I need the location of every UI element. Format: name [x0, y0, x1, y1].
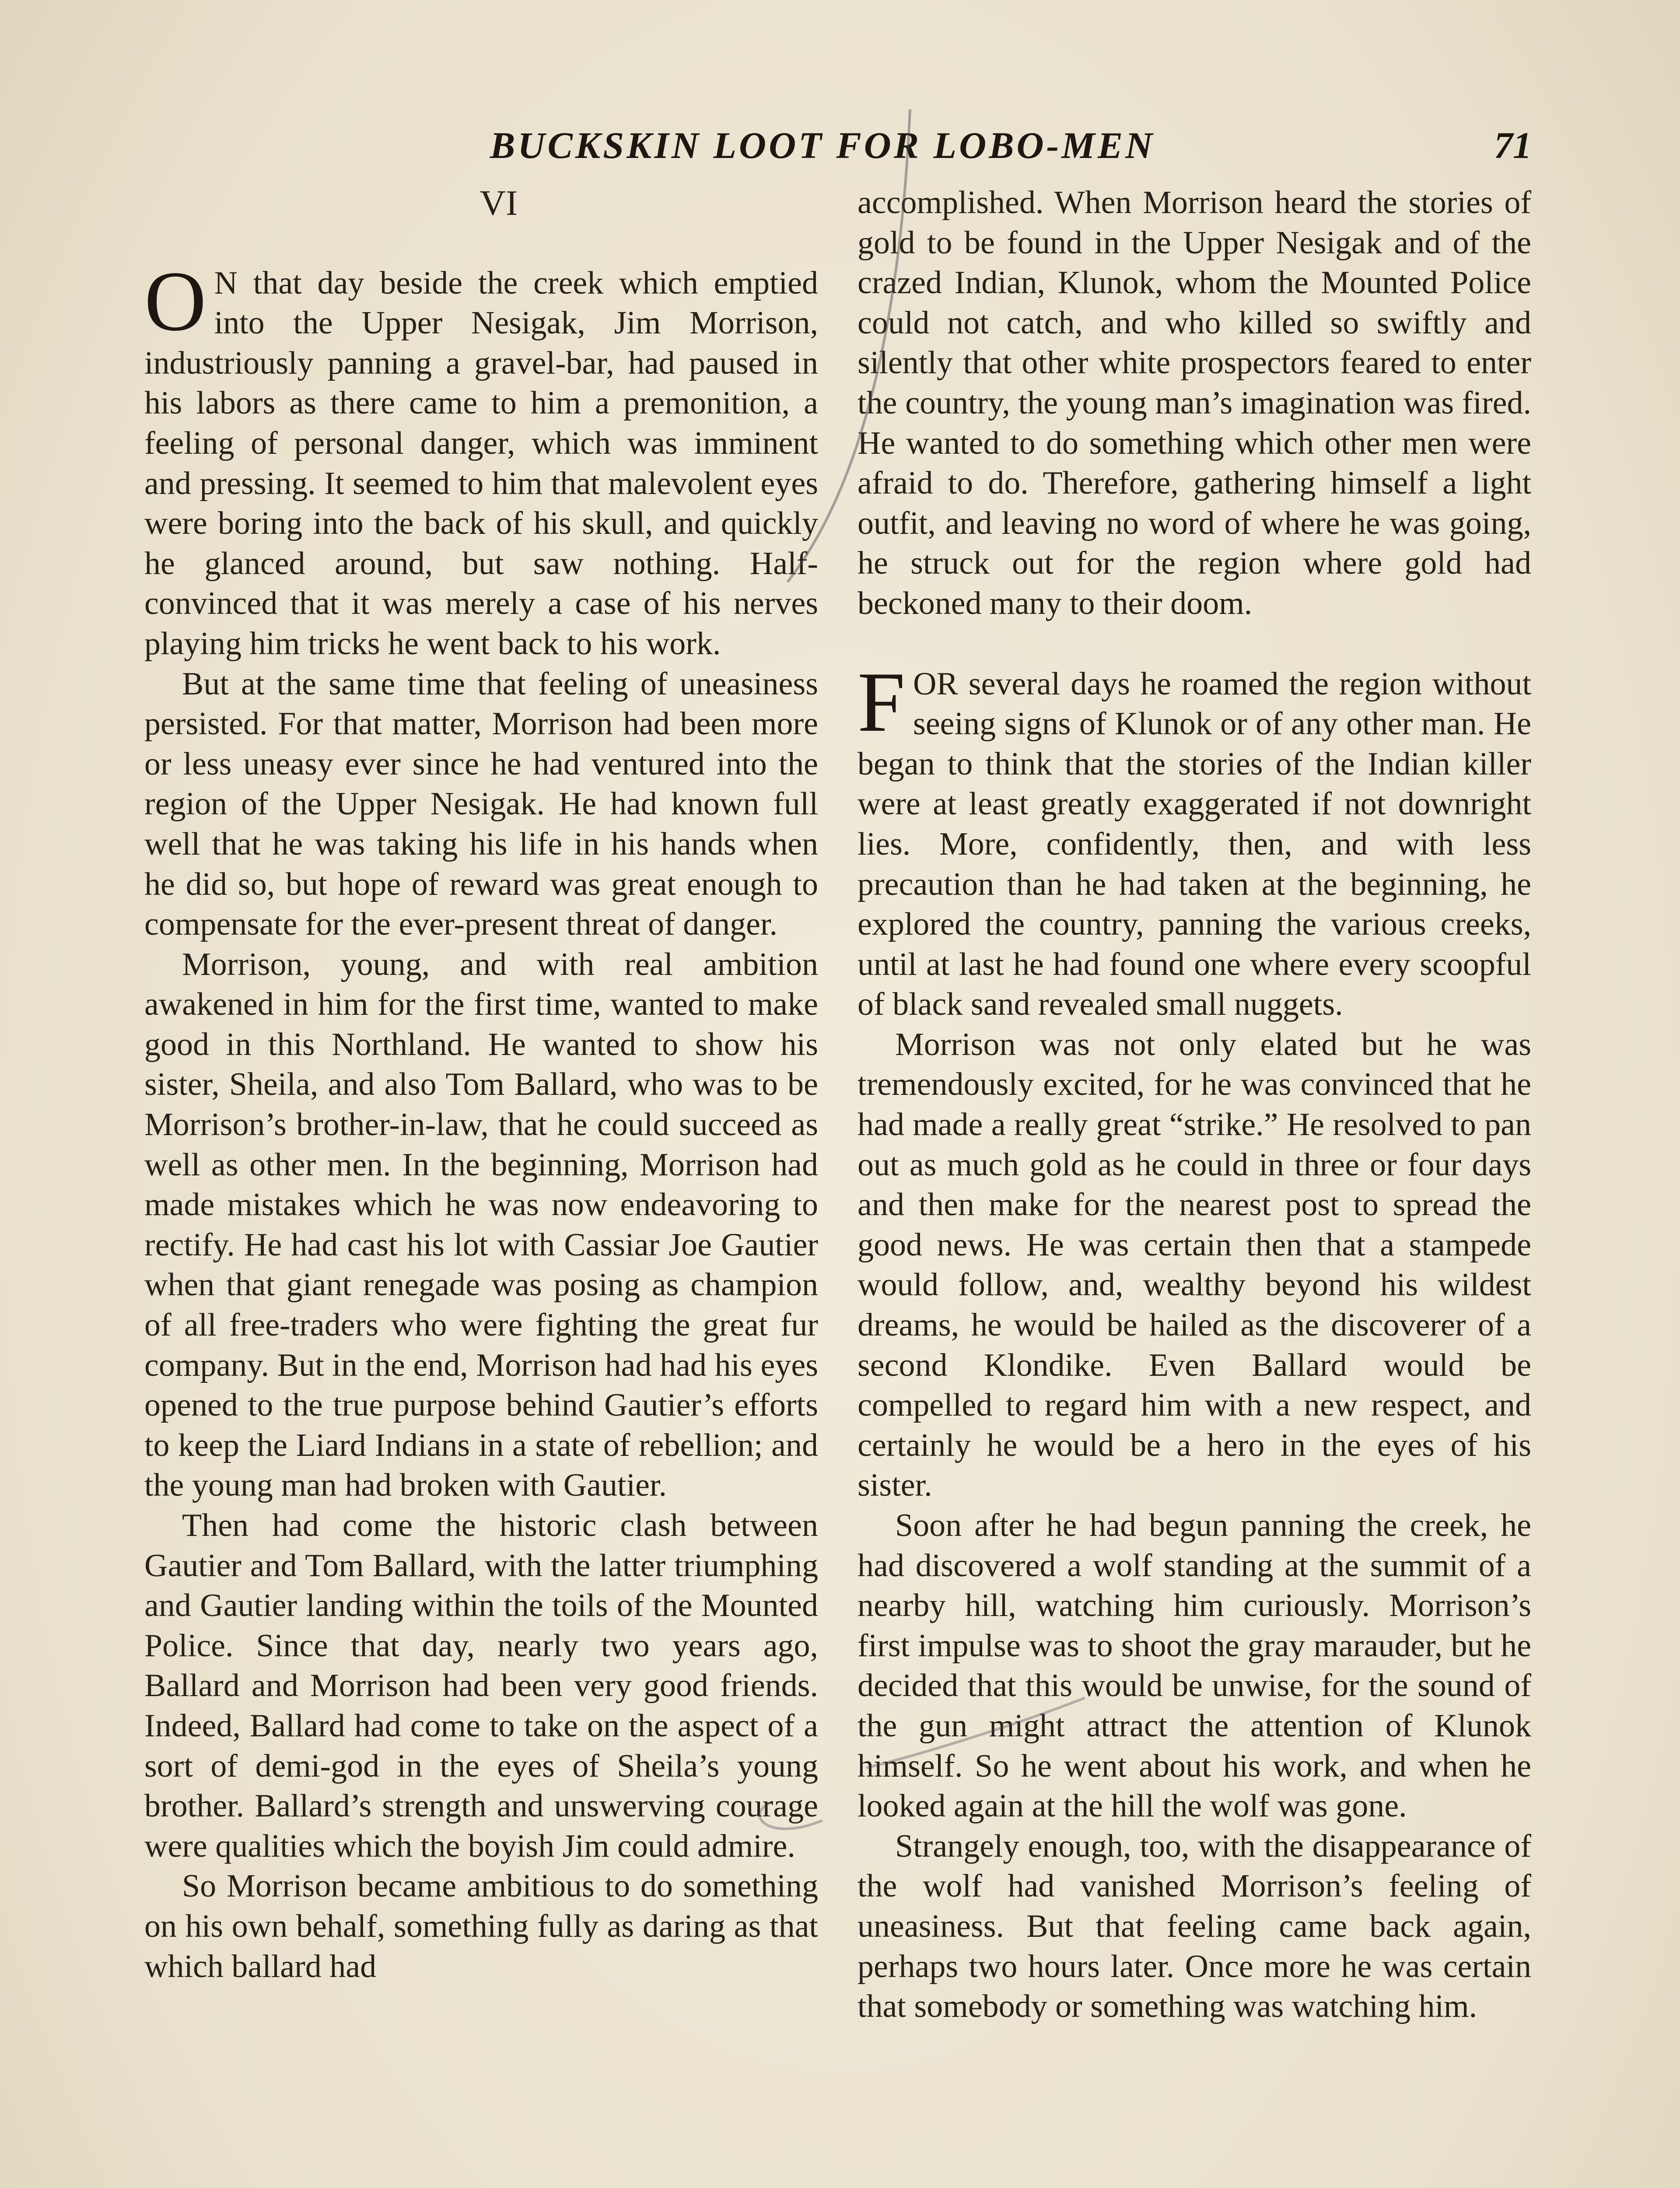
paragraph: Strangely enough, too, with the disappearance of the wolf had vanished Morrison’s feeling of uneasiness. But that feeling came back again, perhaps two hours later. Once more he was certain that somebody or something was watching him.	[858, 1828, 1531, 2025]
paragraph	[858, 654, 1531, 1025]
paragraph	[144, 253, 818, 664]
paragraph-text: OR several days he roamed the region without seeing signs of Klunok or of any other man. He began to think that the stories of the Indian killer were at least greatly exaggerated if not downright lies. More, confidently, then, and with less precaution than he had taken at the beginning, he explored the country, panning the various creeks, until at last he had found one where every scoopful of black sand revealed small nuggets.	[858, 666, 1531, 1023]
paragraph: Soon after he had begun panning the creek, he had discovered a wolf standing at the summit of a nearby hill, watching him curiously. Morrison’s first impulse was to shoot the gray marauder, but he decided that this would be unwise, for the sound of the gun might attract the attention of Klunok himself. So he went about his work, and when he looked again at the hill the wolf was gone.	[858, 1508, 1531, 1824]
right-column	[858, 183, 1531, 2027]
section-numeral: VI	[480, 183, 518, 223]
running-head-title: BUCKSKIN LOOT FOR LOBO-MEN	[490, 124, 1155, 166]
paragraph-text: N that day beside the creek which emptied into the Upper Nesigak, Jim Morrison, industriously panning a gravel-bar, had paused in his labors as there came to him a premonition, a feeling of personal danger, which was imminent and pressing. It seemed to him that malevolent eyes were boring into the back of his skull, and quickly he glanced around, but saw nothing. Half-convinced that it was merely a case of his nerves playing him tricks he went back to his work.	[144, 265, 818, 662]
section-break	[858, 624, 1531, 664]
paragraph: accomplished. When Morrison heard the stories of gold to be found in the Upper Nesigak and of the crazed Indian, Klunok, whom the Mounted Police could not catch, and who killed so swiftly and silently that other white prospectors feared to enter the country, the young man’s imagination was fired. He wanted to do something which other men were afraid to do. Therefore, gathering himself a light outfit, and leaving no word of where he was going, he struck out for the region where gold had beckoned many to their doom.	[858, 185, 1531, 621]
paragraph: Morrison was not only elated but he was tremendously excited, for he was convinced that he had made a really great “strike.” He resolved to pan out as much gold as he could in three or four days and then make for the nearest post to spread the good news. He was certain then that a stampede would follow, and, wealthy beyond his wildest dreams, he would be hailed as the discoverer of a second Klondike. Even Ballard would be compelled to regard him with a new respect, and certainly he would be a hero in the eyes of his sister.	[858, 1026, 1531, 1504]
paragraph: But at the same time that feeling of uneasiness persisted. For that matter, Morrison had been more or less uneasy ever since he had ventured into the region of the Upper Nesigak. He had known full well that he was taking his life in his hands when he did so, but hope of reward was great enough to compensate for the ever-present threat of danger.	[144, 666, 818, 943]
drop-cap: F	[858, 654, 906, 750]
paragraph: Morrison, young, and with real ambition awakened in him for the first time, wanted to make good in this Northland. He wanted to show his sister, Sheila, and also Tom Ballard, who was to be Morrison’s brother-in-law, that he could succeed as well as other men. In the beginning, Morrison had made mistakes which he was now endeavoring to rectify. He had cast his lot with Cassiar Joe Gautier when that giant renegade was posing as champion of all free-traders who were fighting the great fur company. But in the end, Morrison had had his eyes opened to the true purpose behind Gautier’s efforts to keep the Liard Indians in a state of rebellion; and the young man had broken with Gautier.	[144, 946, 818, 1504]
left-column	[144, 183, 818, 1987]
drop-cap: O	[144, 253, 206, 349]
paragraph: So Morrison became ambitious to do something on his own behalf, something fully as daring as that which ballard had	[144, 1868, 818, 1985]
page-number: 71	[1494, 124, 1532, 166]
paragraph: Then had come the historic clash between Gautier and Tom Ballard, with the latter triumphing and Gautier landing within the toils of the Mounted Police. Since that day, nearly two years ago, Ballard and Morrison had been very good friends. Indeed, Ballard had come to take on the aspect of a sort of demi-god in the eyes of Sheila’s young brother. Ballard’s strength and unswerving courage were qualities which the boyish Jim could admire.	[144, 1508, 818, 1864]
